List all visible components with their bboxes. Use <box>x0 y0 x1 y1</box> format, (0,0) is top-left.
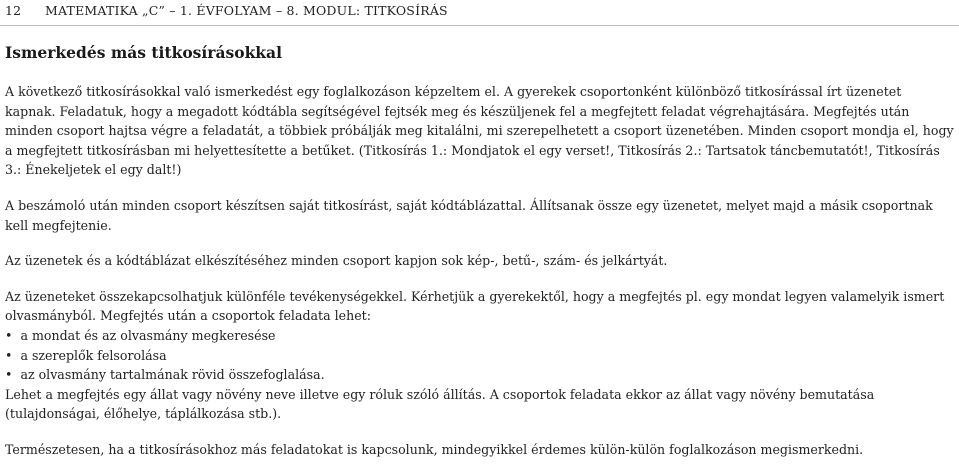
section-title: Ismerkedés más titkosírásokkal <box>5 43 282 62</box>
paragraph-tasks-block <box>5 287 955 424</box>
paragraph-tasks: Az üzeneteket összekapcsolhatjuk különféle tevékenységekkel. Kérhetjük a gyerekektől, hogy a megfejtés pl. egy mondat legyen valamelyik ismert olvasmányból. Megfejtés után a csoportok feladata lehet: <box>5 288 945 324</box>
running-title: MATEMATIKA „C” – 1. ÉVFOLYAM – 8. MODUL: TITKOSÍRÁS <box>45 3 448 18</box>
running-header <box>5 3 955 18</box>
task-list <box>5 326 955 385</box>
paragraph-cards: Az üzenetek és a kódtáblázat elkészítéséhez minden csoport kapjon sok kép-, betű-, szám- és jelkártyát. <box>5 253 668 269</box>
paragraph-conclusion: Természetesen, ha a titkosírásokhoz más feladatokat is kapcsolunk, mindegyikkel érdemes külön-külön foglalkozáson megismerkedni. <box>5 441 864 457</box>
paragraph-own-cipher: A beszámoló után minden csoport készítsen saját titkosírást, saját kódtáblázattal. Állítsanak össze egy üzenetet, melyet majd a másik csoportnak kell megfejtenie. <box>5 197 933 233</box>
paragraph-intro: A következő titkosírásokkal való ismerkedést egy foglalkozáson képzeltem el. A gyerekek csoportonként különböző titkosírással írt üzenetet kapnak. Feladatuk, hogy a megadott kódtábla segítségével fejtsék meg és készüljenek fel a megfejtett feladat végrehajtására. Megfejtés után minden csoport hajtsa végre a feladatát, a többiek próbálják meg kitalálni, mi szerepelhetett a csoport üzenetében. Minden csoport mondja el, hogy a megfejtett titkosírásban mi helyettesítette a betűket. (Titkosírás 1.: Mondjatok el egy verset!, Titkosírás 2.: Tartsatok táncbemutatót!, Titkosírás 3.: Énekeljetek el egy dalt!) <box>5 84 954 178</box>
page-number: 12 <box>5 3 22 18</box>
list-item: • a szereplők felsorolása <box>5 346 955 366</box>
list-item: • a mondat és az olvasmány megkeresése <box>5 326 955 346</box>
paragraph-animal-plant: Lehet a megfejtés egy állat vagy növény neve illetve egy róluk szóló állítás. A csoportok feladata ekkor az állat vagy növény bemutatása (tulajdonságai, élőhelye, táplálkozása stb.). <box>5 386 875 422</box>
body-text <box>5 82 955 476</box>
header-divider <box>0 25 959 26</box>
list-item: • az olvasmány tartalmának rövid összefoglalása. <box>5 365 955 385</box>
